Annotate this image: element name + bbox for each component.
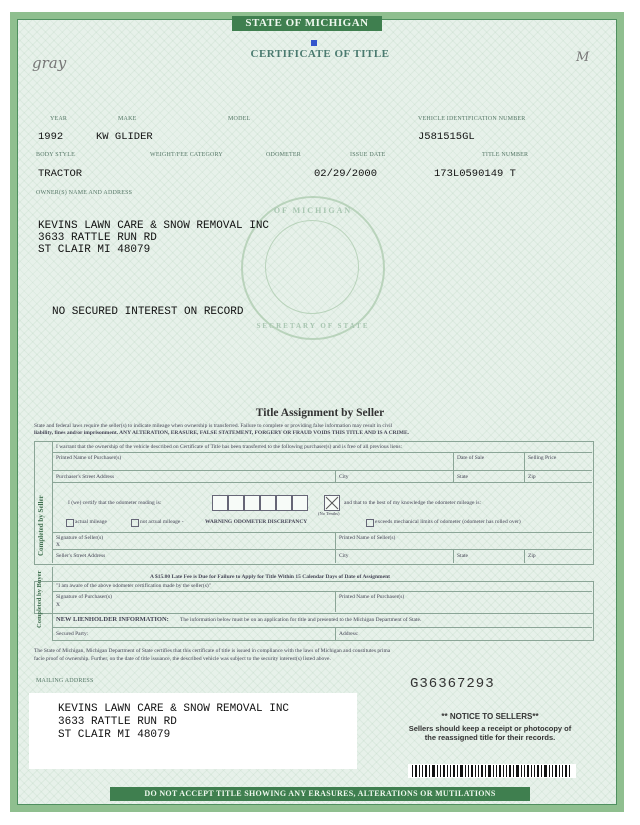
exceeds-limits-checkbox[interactable] [366,519,374,527]
seller-city-label[interactable]: City [339,553,349,559]
notice-line2: the reassigned title for their records. [424,733,556,742]
blue-marker [311,40,317,46]
label-issue-date: ISSUE DATE [350,152,386,158]
seller-address-label[interactable]: Seller's Street Address [56,553,106,559]
purchaser-zip-label[interactable]: Zip [528,474,536,480]
odometer-digit-5[interactable] [276,495,292,511]
label-year: YEAR [50,116,68,122]
seller-signature-label[interactable]: Signature of Seller(s) [56,535,104,541]
printed-seller-label[interactable]: Printed Name of Seller(s) [339,535,396,541]
not-actual-mileage-label: not actual mileage - [140,519,184,525]
completed-by-seller-label: Completed by Seller [37,495,45,556]
purchaser-signature-label[interactable]: Signature of Purchaser(s) [56,594,112,600]
document-number: G36367293 [410,676,495,692]
exceeds-limits-label: exceeds mechanical limits of odometer (odometer has rolled over) [375,519,521,525]
odometer-digit-3[interactable] [244,495,260,511]
date-of-sale-label[interactable]: Date of Sale [457,455,485,461]
lienholder-title: NEW LIENHOLDER INFORMATION: [56,616,169,623]
label-title-number: TITLE NUMBER [482,152,529,158]
printed-purchaser2-label[interactable]: Printed Name of Purchaser(s) [339,594,405,600]
state-banner: STATE OF MICHIGAN [232,16,382,31]
late-fee-notice: A $15.00 Late Fee is Due for Failure to Apply for Title Within 15 Calendar Days of Date of Assignment [150,574,390,580]
legal-notice-line1: State and federal laws require the seller(s) to indicate mileage when ownership is transferred. Failure to complete or providing false information may result in civil [34,423,393,429]
odometer-warning: WARNING ODOMETER DISCREPANCY [205,519,308,525]
handwritten-note-right: M [576,50,590,65]
lienholder-instructions: The information below must be on an application for title and presented to the Michigan Department of State. [180,617,422,623]
mailing-name: KEVINS LAWN CARE & SNOW REMOVAL INC [58,703,290,715]
vehicle-year: 1992 [38,131,64,143]
notice-line1: Sellers should keep a receipt or photocopy of [408,724,572,733]
seller-zip-label[interactable]: Zip [528,553,536,559]
label-owner: OWNER(S) NAME AND ADDRESS [36,190,133,196]
owner-street: 3633 RATTLE RUN RD [38,232,157,244]
owner-name: KEVINS LAWN CARE & SNOW REMOVAL INC [38,220,270,232]
handwritten-note-left: gray [32,54,67,72]
secured-interest-status: NO SECURED INTEREST ON RECORD [52,306,244,318]
mailing-street: 3633 RATTLE RUN RD [58,716,177,728]
actual-mileage-checkbox[interactable] [66,519,74,527]
secured-party-label[interactable]: Secured Party: [56,631,89,637]
vehicle-body-style: TRACTOR [38,168,83,180]
owner-city: ST CLAIR MI 48079 [38,244,151,256]
purchaser-city-label[interactable]: City [339,474,349,480]
odometer-best-text: and that to the best of my knowledge the odometer mileage is: [344,500,482,506]
mailing-address-label: MAILING ADDRESS [36,678,94,684]
printed-purchaser-label[interactable]: Printed Name of Purchaser(s) [56,455,122,461]
state-seal-watermark: OF MICHIGAN SECRETARY OF STATE [241,196,385,340]
label-vin: VEHICLE IDENTIFICATION NUMBER [418,116,526,122]
purchaser-signature-x: X [56,602,60,608]
odometer-digit-2[interactable] [228,495,244,511]
label-weight-fee: WEIGHT/FEE CATEGORY [150,152,223,158]
no-tenths-label: (No Tenths) [318,511,340,516]
notice-title: ** NOTICE TO SELLERS** [441,712,539,721]
notice-to-sellers [380,712,600,742]
seller-state-label[interactable]: State [457,553,468,559]
odometer-tenths-box [324,495,340,511]
certification-line2: facie proof of ownership. Further, on the date of title issuance, the described vehicle was subject to the security interest(s) listed above. [34,656,331,662]
label-body-style: BODY STYLE [36,152,75,158]
purchaser-address-label[interactable]: Purchaser's Street Address [56,474,115,480]
issue-date: 02/29/2000 [314,168,378,180]
odometer-certify-text: I (we) certify that the odometer reading is: [68,500,162,506]
odometer-digit-6[interactable] [292,495,308,511]
title-number: 173L0590149 T [434,168,516,180]
label-model: MODEL [228,116,251,122]
mailing-city: ST CLAIR MI 48079 [58,729,171,741]
label-make: MAKE [118,116,137,122]
completed-by-buyer-label: Completed by Buyer [36,570,43,628]
lienholder-address-label[interactable]: Address: [339,631,359,637]
footer-warning-banner: DO NOT ACCEPT TITLE SHOWING ANY ERASURES, ALTERATIONS OR MUTILATIONS [110,787,530,801]
vehicle-make: KW GLIDER [96,131,153,143]
odometer-digit-1[interactable] [212,495,228,511]
document-title: CERTIFICATE OF TITLE [250,48,390,60]
barcode [408,764,576,778]
not-actual-mileage-checkbox[interactable] [131,519,139,527]
purchaser-state-label[interactable]: State [457,474,468,480]
label-odometer: ODOMETER [266,152,301,158]
actual-mileage-label: actual mileage [75,519,107,525]
legal-notice-line2: liability, fines and/or imprisonment. ANY ALTERATION, ERASURE, FALSE STATEMENT, FORGERY OR FRAUD VOIDS THIS TITLE AND IS A CRIME. [34,430,409,436]
aware-statement: "I am aware of the above odometer certification made by the seller(s)" [56,583,211,589]
odometer-digit-4[interactable] [260,495,276,511]
warrant-text: I warrant that the ownership of the vehicle described on Certificate of Title has been transferred to the following purchaser(s) and is free of all previous liens: [56,444,403,450]
assignment-title: Title Assignment by Seller [255,407,385,419]
seller-signature-x: X [56,542,60,548]
selling-price-label[interactable]: Selling Price [528,455,557,461]
vehicle-vin: J581515GL [418,131,475,143]
certification-line1: The State of Michigan, Michigan Department of State certifies that this certificate of title is issued in compliance with the laws of Michigan and constitutes prima [34,648,391,654]
